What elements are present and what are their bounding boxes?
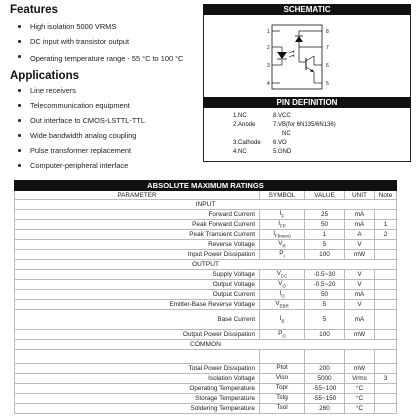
note-cell xyxy=(375,394,397,404)
applications-list xyxy=(14,86,200,176)
applications-heading: Applications xyxy=(10,70,80,82)
note-cell xyxy=(375,330,397,340)
list-item: Pulse transformer replacement xyxy=(14,146,200,161)
note-cell xyxy=(375,240,397,250)
symbol-cell xyxy=(260,384,305,394)
list-item: DC input with transistor output xyxy=(14,37,200,52)
unit-cell: °C xyxy=(345,404,375,414)
pin-right: 5.GND xyxy=(273,149,292,155)
symbol-cell xyxy=(260,310,305,330)
symbol-main: P xyxy=(279,250,284,258)
pin-left: 1.NC xyxy=(233,113,247,119)
pin-right: 6.VO xyxy=(273,140,287,146)
column-header: Note xyxy=(375,191,397,200)
pin-left: 3.Cathode xyxy=(233,140,261,146)
symbol-main: Tsol xyxy=(276,404,288,412)
symbol-main: I xyxy=(279,210,282,218)
list-item: Line receivers xyxy=(14,86,200,101)
parameter-cell: Base Current xyxy=(15,310,260,330)
table-row xyxy=(15,290,397,300)
value-cell: 5000 xyxy=(305,374,345,384)
pin-numbers-left xyxy=(267,29,270,87)
list-item xyxy=(233,130,408,139)
package-outline xyxy=(272,25,322,89)
parameter-cell: Storage Temperature xyxy=(15,394,260,404)
table-row xyxy=(15,364,397,374)
pin-number: 7 xyxy=(326,45,329,51)
table-row xyxy=(15,310,397,330)
section-row xyxy=(15,200,397,210)
unit-cell: °C xyxy=(345,394,375,404)
table-row xyxy=(15,280,397,290)
note-cell: 1 xyxy=(375,220,397,230)
symbol-main: Tstg xyxy=(276,394,288,402)
pin-right: 8.VCC xyxy=(273,113,291,119)
unit-cell: mW xyxy=(345,330,375,340)
pin-definition-list xyxy=(233,112,408,157)
list-item: Operating temperature range - 55 °C to 100 °C xyxy=(14,52,184,66)
unit-cell: A xyxy=(345,230,375,240)
column-header: SYMBOL xyxy=(260,191,305,200)
table-row xyxy=(15,394,397,404)
unit-cell: V xyxy=(345,270,375,280)
pin-number: 2 xyxy=(267,45,270,51)
value-cell: -0.5~30 xyxy=(305,270,345,280)
value-cell: 25 xyxy=(305,210,345,220)
symbol-cell xyxy=(260,300,305,310)
unit-cell: °C xyxy=(345,384,375,394)
column-header: UNIT xyxy=(345,191,375,200)
note-cell: 2 xyxy=(375,230,397,240)
symbol-subscript: FP xyxy=(280,223,286,229)
pin-number: 3 xyxy=(267,63,270,69)
note-cell xyxy=(375,210,397,220)
pin-left xyxy=(233,130,273,139)
schematic-diagram xyxy=(258,22,338,94)
section-label: COMMON xyxy=(15,340,397,350)
unit-cell: V xyxy=(345,300,375,310)
table-row xyxy=(15,230,397,240)
symbol-cell xyxy=(260,374,305,384)
symbol-subscript: O xyxy=(282,283,286,289)
table-row xyxy=(15,330,397,340)
list-item: High isolation 5000 VRMS xyxy=(14,22,200,37)
value-cell: 100 xyxy=(305,330,345,340)
unit-cell: mA xyxy=(345,210,375,220)
section-label: OUTPUT xyxy=(15,260,397,270)
symbol-subscript: O xyxy=(282,333,286,339)
list-item xyxy=(233,112,408,121)
table-row xyxy=(15,404,397,414)
symbol-subscript: EBR xyxy=(279,303,289,309)
symbol-main: P xyxy=(278,330,283,338)
unit-cell xyxy=(345,350,375,364)
led-diode-icon xyxy=(277,52,287,59)
value-cell: -0.5~20 xyxy=(305,280,345,290)
value-cell: 5 xyxy=(305,310,345,330)
value-cell: 5 xyxy=(305,240,345,250)
symbol-main: I xyxy=(279,315,282,323)
symbol-main: Viso xyxy=(275,374,289,382)
symbol-cell xyxy=(260,240,305,250)
table-row xyxy=(15,384,397,394)
table-row xyxy=(15,250,397,260)
column-header: PARAMETER xyxy=(15,191,260,200)
ratings-title: ABSOLUTE MAXIMUM RATINGS xyxy=(15,181,397,191)
ratings-header-row xyxy=(15,191,397,200)
table-row xyxy=(15,210,397,220)
parameter-cell: Soldering Temperature xyxy=(15,404,260,414)
value-cell: -55~150 xyxy=(305,394,345,404)
photodiode-icon xyxy=(295,36,303,42)
parameter-cell: Peak Forward Current xyxy=(15,220,260,230)
pin-right: NC xyxy=(282,131,291,137)
features-list xyxy=(14,22,200,66)
unit-cell: mA xyxy=(345,310,375,330)
table-row xyxy=(15,240,397,250)
symbol-subscript: B xyxy=(281,318,285,324)
value-cell: -55~100 xyxy=(305,384,345,394)
note-cell: 3 xyxy=(375,374,397,384)
parameter-cell: Reverse Voltage xyxy=(15,240,260,250)
ratings-table xyxy=(14,180,397,414)
value-cell: 100 xyxy=(305,250,345,260)
pin-definition-title: PIN DEFINITION xyxy=(203,97,411,108)
table-row xyxy=(15,350,397,364)
note-cell xyxy=(375,364,397,374)
list-item xyxy=(233,139,408,148)
note-cell xyxy=(375,310,397,330)
symbol-cell xyxy=(260,350,305,364)
symbol-main: V xyxy=(275,300,280,308)
unit-cell: V xyxy=(345,280,375,290)
list-item xyxy=(233,121,408,130)
unit-cell: V xyxy=(345,240,375,250)
symbol-subscript: CC xyxy=(280,273,288,279)
parameter-cell: Output Voltage xyxy=(15,280,260,290)
parameter-cell: Input Power Dissipation xyxy=(15,250,260,260)
symbol-main: I xyxy=(278,220,280,228)
light-emission-icon xyxy=(289,51,294,53)
symbol-main: I xyxy=(273,230,276,238)
parameter-cell: Operating Temperature xyxy=(15,384,260,394)
symbol-main: V xyxy=(278,240,283,248)
symbol-cell xyxy=(260,394,305,404)
symbol-subscript: I xyxy=(283,253,285,259)
unit-cell: mA xyxy=(345,290,375,300)
note-cell xyxy=(375,280,397,290)
schematic-title: SCHEMATIC xyxy=(203,4,411,15)
symbol-cell xyxy=(260,404,305,414)
symbol-cell xyxy=(260,270,305,280)
symbol-main: Ptot xyxy=(276,364,288,372)
parameter-cell: Supply Voltage xyxy=(15,270,260,280)
symbol-subscript: F(trans) xyxy=(275,233,291,239)
parameter-cell: Peak Transient Current xyxy=(15,230,260,240)
symbol-main: I xyxy=(279,290,282,298)
note-cell xyxy=(375,350,397,364)
symbol-cell xyxy=(260,220,305,230)
section-row xyxy=(15,260,397,270)
symbol-cell xyxy=(260,364,305,374)
value-cell: 5 xyxy=(305,300,345,310)
list-item xyxy=(233,148,408,157)
pin-right: 7.VB(for 6N135/6N136) xyxy=(273,122,336,128)
symbol-subscript: F xyxy=(281,213,285,219)
note-cell xyxy=(375,290,397,300)
pin-number: 1 xyxy=(267,29,270,35)
symbol-cell xyxy=(260,230,305,240)
parameter-cell: Output Power Dissipation xyxy=(15,330,260,340)
list-item: Computer-peripheral interface xyxy=(14,161,200,176)
symbol-main: Topr xyxy=(275,384,289,392)
unit-cell: mW xyxy=(345,250,375,260)
pin-left: 2.Anode xyxy=(233,122,256,128)
parameter-cell: Forward Current xyxy=(15,210,260,220)
value-cell: 50 xyxy=(305,220,345,230)
list-item: Wide bandwidth analog coupling xyxy=(14,131,200,146)
note-cell xyxy=(375,384,397,394)
unit-cell: mA xyxy=(345,220,375,230)
note-cell xyxy=(375,300,397,310)
unit-cell: mW xyxy=(345,364,375,374)
table-row xyxy=(15,270,397,280)
parameter-cell: Output Current xyxy=(15,290,260,300)
list-item: Out interface to CMOS-LSTTL-TTL xyxy=(14,116,200,131)
table-row xyxy=(15,300,397,310)
note-cell xyxy=(375,250,397,260)
symbol-main: V xyxy=(276,270,281,278)
list-item: Telecommunication equipment xyxy=(14,101,200,116)
note-cell xyxy=(375,270,397,280)
pin-number: 5 xyxy=(326,81,329,87)
symbol-main: V xyxy=(278,280,283,288)
parameter-cell xyxy=(15,350,260,364)
symbol-cell xyxy=(260,210,305,220)
value-cell: 200 xyxy=(305,364,345,374)
section-label: INPUT xyxy=(15,200,397,210)
parameter-cell: Total Power Dissipation xyxy=(15,364,260,374)
value-cell: 1 xyxy=(305,230,345,240)
pin-left: 4.NC xyxy=(233,149,247,155)
column-header: VALUE xyxy=(305,191,345,200)
table-row xyxy=(15,374,397,384)
ratings-title-row xyxy=(15,181,397,191)
symbol-cell xyxy=(260,280,305,290)
section-row xyxy=(15,340,397,350)
pin-number: 6 xyxy=(326,63,329,69)
table-row xyxy=(15,220,397,230)
symbol-cell xyxy=(260,290,305,300)
parameter-cell: Isolation Voltage xyxy=(15,374,260,384)
value-cell xyxy=(305,350,345,364)
features-heading: Features xyxy=(10,4,58,16)
pin-numbers-right xyxy=(326,29,329,87)
pin-number: 4 xyxy=(267,81,270,87)
parameter-cell: Emitter-Base Reverse Voltage xyxy=(15,300,260,310)
pin-number: 8 xyxy=(326,29,329,35)
symbol-cell xyxy=(260,250,305,260)
value-cell: 50 xyxy=(305,290,345,300)
value-cell: 260 xyxy=(305,404,345,414)
symbol-cell xyxy=(260,330,305,340)
note-cell xyxy=(375,404,397,414)
symbol-subscript: O xyxy=(281,293,285,299)
unit-cell: Vrms xyxy=(345,374,375,384)
symbol-subscript: R xyxy=(282,243,286,249)
